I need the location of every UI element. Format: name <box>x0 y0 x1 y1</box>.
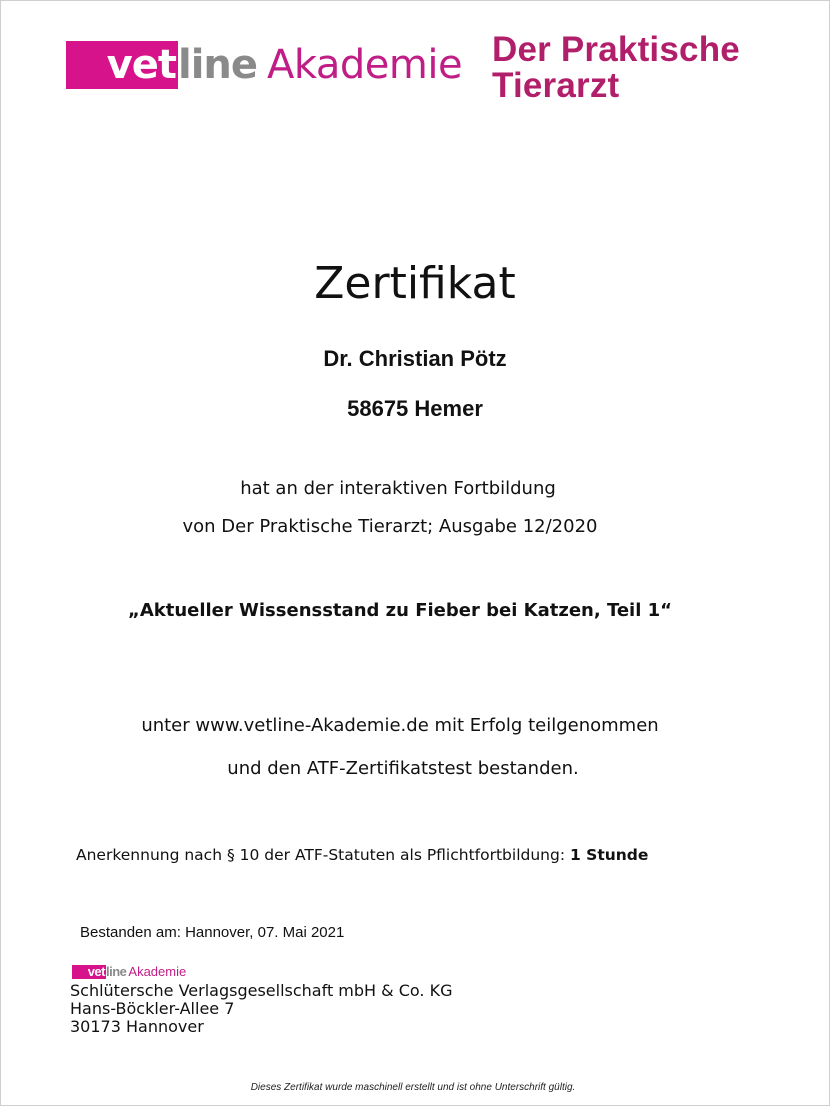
mini-logo-akademie: Akademie <box>128 964 187 979</box>
publisher-city: 30173 Hannover <box>70 1017 204 1036</box>
mini-logo-box: vet <box>72 965 106 979</box>
vetline-logo-line: line <box>178 42 258 88</box>
dpt-logo-line2: Tierarzt <box>492 66 620 105</box>
publisher-street: Hans-Böckler-Allee 7 <box>70 999 235 1018</box>
footer-note: Dieses Zertifikat wurde maschinell erstellt und ist ohne Unterschrift gültig. <box>250 1082 576 1093</box>
mini-logo-line: line <box>106 964 127 979</box>
recognition-text: Anerkennung nach § 10 der ATF-Statuten als Pflichtfortbildung: <box>76 846 566 864</box>
passed-date: Bestanden am: Hannover, 07. Mai 2021 <box>80 924 345 941</box>
recognition-statement <box>76 846 648 864</box>
vetline-mini-logo <box>72 964 186 979</box>
completion-line-2: und den ATF-Zertifikatstest bestanden. <box>227 758 579 779</box>
der-praktische-tierarzt-logo <box>492 32 740 104</box>
participation-line-1: hat an der interaktiven Fortbildung <box>240 478 556 499</box>
recipient-city: 58675 Hemer <box>347 396 483 421</box>
vetline-akademie-logo <box>66 40 462 90</box>
participation-line-2: von Der Praktische Tierarzt; Ausgabe 12/2020 <box>182 516 598 537</box>
dpt-logo-line1: Der Praktische <box>492 30 740 69</box>
recipient-name: Dr. Christian Pötz <box>323 346 507 371</box>
publisher-address <box>70 982 452 1036</box>
vetline-logo-akademie: Akademie <box>267 42 463 88</box>
vetline-logo-box: vet <box>66 41 178 89</box>
certificate-title: Zertifikat <box>314 258 516 309</box>
publisher-company: Schlütersche Verlagsgesellschaft mbH & Co. KG <box>70 981 453 1000</box>
recognition-hours: 1 Stunde <box>569 846 649 864</box>
course-topic: „Aktueller Wissensstand zu Fieber bei Katzen, Teil 1“ <box>127 600 673 621</box>
completion-line-1: unter www.vetline-Akademie.de mit Erfolg teilgenommen <box>141 715 659 736</box>
